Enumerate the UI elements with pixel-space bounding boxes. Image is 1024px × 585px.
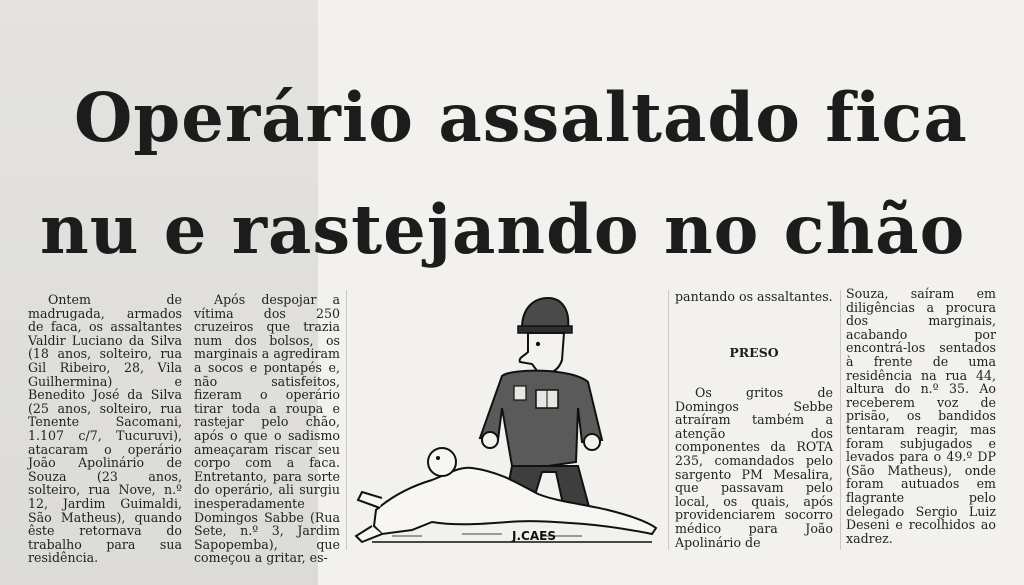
cartoon-illustration bbox=[352, 290, 664, 550]
column-rule bbox=[346, 290, 347, 550]
article-column-2 bbox=[194, 293, 340, 565]
article-column-3 bbox=[675, 290, 833, 304]
article-column-1 bbox=[28, 293, 182, 565]
column-2-text: Após despojar a vítima dos 250 cruzeiros que trazia num dos bolsos, os marginais a agrediram a socos e pontapés e, não satisfeitos, fizeram o operário tirar toda a roupa e rastejar pelo chão, após o que o sadismo ameaçaram riscar seu corpo com a faca. Entretanto, para sorte do operário, ali surgiu inesperadamente Domingos Sabbe (Rua Sete, n.º 3, Jardim Sapopemba), que começou a gritar, es- bbox=[194, 292, 340, 566]
column-rule bbox=[668, 290, 669, 550]
column-3-text-top: pantando os assaltantes. bbox=[675, 289, 833, 304]
column-1-text: Ontem de madrugada, armados de faca, os assaltantes Valdir Luciano da Silva (18 anos, solteiro, rua Gil Ribeiro, 28, Vila Guilhermina) e Benedito José da Silva (25 anos, solteiro, rua Tenente Sacomani, 1.107 c/7, Tucuruvi), atacaram o operário João Apolinário de Souza (23 anos, solteiro, rua Nove, n.º 12, Jardim Guimaldi, São Matheus), quando êste retornava do trabalho para sua residência. bbox=[28, 292, 182, 566]
headline-line-1: Operário assaltado fica bbox=[74, 78, 968, 157]
crawling-man-head bbox=[428, 448, 456, 476]
cartoon-signature: J.CAES bbox=[512, 529, 556, 543]
column-rule bbox=[840, 290, 841, 550]
headline-line-2: nu e rastejando no chão bbox=[40, 190, 966, 269]
soldier-helmet bbox=[522, 298, 568, 328]
article-column-3-body bbox=[675, 386, 833, 549]
soldier-body bbox=[480, 371, 602, 466]
article-column-4 bbox=[846, 287, 996, 545]
soldier-face bbox=[520, 333, 564, 374]
column-4-text: Souza, saíram em diligências a procura dos marginais, acabando por encontrá-los sentados à frente de uma residência na rua 44, altura do n.º 35. Ao receberem voz de prisão, os bandidos tentaram reagir, mas foram subjugados e levados para o 49.º DP (São Matheus), onde foram autuados em flagrante pelo delegado Sergio Luiz Deseni e recolhidos ao xadrez. bbox=[846, 287, 996, 546]
column-3-text-body: Os gritos de Domingos Sebbe atraíram também a atenção dos componentes da ROTA 235, comandados pelo sargento PM Mesalira, que passavam pelo local, os quais, após providenciarem socorro médico para João Apolinário de bbox=[675, 385, 833, 550]
section-heading-preso: PRESO bbox=[729, 345, 779, 360]
